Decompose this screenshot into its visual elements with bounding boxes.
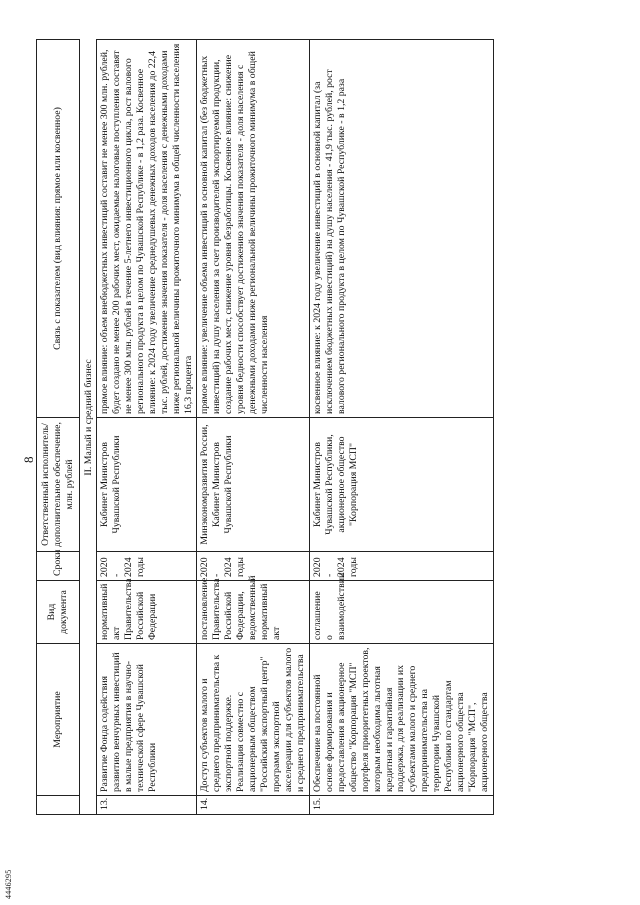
table-row [96, 40, 197, 815]
row-doc-type: нормативный акт Правительства Российской Федерации [96, 581, 197, 644]
row-event: Обеспечение на постоянной основе формирования и предоставления в акционерное общество "Корпорация "МСП" портфеля приоритетных проектов, которым необходима льготная кредитная и гарантийная поддержка, для реализации их субъектами малого и среднего предпринимательства на территории Чувашской Республики по стандартам акционерного общества "Корпорация "МСП", акционерного общества [309, 644, 493, 796]
section-blank [80, 796, 97, 815]
row-link: косвенное влияние: к 2024 году увеличение инвестиций в основной капитал (за исключением бюджетных инвестиций) на душу населения - 41,9 тыс. рублей, рост валового регионального продукта в целом по Чувашской Республике - в 1,2 раза [309, 40, 493, 418]
row-executor: Кабинет Министров Чувашской Республики, акционерное общество "Корпорация МСП" [309, 418, 493, 552]
row-link: прямое влияние: объем внебюджетных инвестиций составит не менее 300 млн. рублей, будет создано не менее 200 рабочих мест, ожидаемые налоговые поступления составят не менее 300 млн. рублей в течение 5-летнего инвестиционного цикла, рост валового регионального продукта в целом по Чувашской Республике - в 1,2 раза. Косвенное влияние: к 2024 году увеличение среднедушевых денежных доходов населения до 22,4 тыс. рублей, достижение значения показателя - доля населения с денежными доходами ниже региональной величины прожиточного минимума в общей численности населения 16,3 процента [96, 40, 197, 418]
document-id: 4446295 [4, 869, 13, 899]
header-executor: Ответственный исполнитель/ дополнительное обеспечение, млн. рублей [37, 418, 80, 552]
row-term: 2020 - 2024 годы [309, 552, 493, 581]
row-number: 15. [309, 796, 493, 815]
measures-table [36, 39, 494, 815]
row-number: 14. [197, 796, 309, 815]
table-row [197, 40, 309, 815]
row-event: Развитие Фонда содействия развитию венчурных инвестиций в малые предприятия в научно-технической сфере Чувашской Республики [96, 644, 197, 796]
header-number [37, 796, 80, 815]
row-executor: Кабинет Министров Чувашской Республики [96, 418, 197, 552]
header-link: Связь с показателем (вид влияния: прямое или косвенное) [37, 40, 80, 418]
header-term: Сроки [37, 552, 80, 581]
row-executor: Минэкономразвития России, Кабинет Министров Чувашской Республики [197, 418, 309, 552]
row-term: 2020 - 2024 годы [96, 552, 197, 581]
table-header-row [37, 40, 80, 815]
header-event: Мероприятие [37, 644, 80, 796]
section-row [80, 40, 97, 815]
row-link: прямое влияние: увеличение объема инвестиций в основной капитал (без бюджетных инвестиций) на душу населения за счет производителей экспортируемой продукции, создание рабочих мест, снижение уровня безработицы. Косвенное влияние: снижение уровня бедности способствует достижению значения показателя - доля населения с денежными доходами ниже региональной величины прожиточного минимума в общей численности населения [197, 40, 309, 418]
row-event: Доступ субъектов малого и среднего предпринимательства к экспортной поддержке. Реализация совместно с акционерным обществом "Российский экспортный центр" программ экспортной акселерации для субъектов малого и среднего предпринимательства [197, 644, 309, 796]
header-doc-type: Вид документа [37, 581, 80, 644]
row-doc-type: соглашение о взаимодействии [309, 581, 493, 644]
row-doc-type: постановление Правительства Российской Федерации, ведомственный нормативный акт [197, 581, 309, 644]
table-row [309, 40, 493, 815]
page-number: 8 [21, 456, 36, 463]
row-number: 13. [96, 796, 197, 815]
row-term: 2020 - 2024 годы [197, 552, 309, 581]
section-title: II. Малый и средний бизнес [80, 40, 97, 796]
